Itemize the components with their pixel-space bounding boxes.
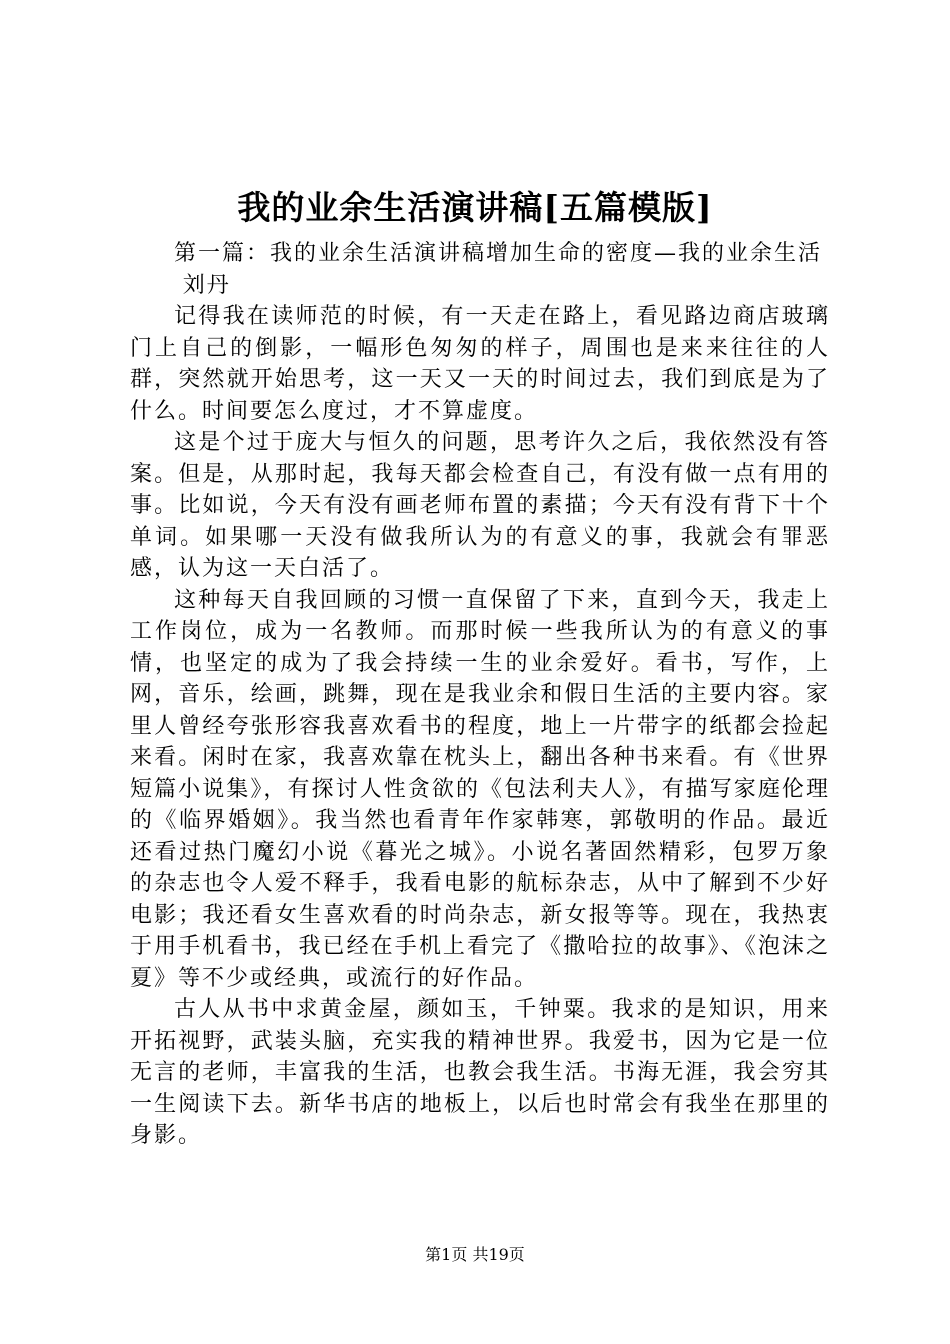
page-number-footer: 第1页 共19页 [425,1245,525,1264]
body-paragraph: 这种每天自我回顾的习惯一直保留了下来，直到今天，我走上工作岗位，成为一名教师。而那时候一些我所认为的有意义的事情，也坚定的成为了我会持续一生的业余爱好。看书，写作，上网，音乐，绘画，跳舞，现在是我业余和假日生活的主要内容。家里人曾经夸张形容我喜欢看书的程度，地上一片带字的纸都会捡起来看。闲时在家，我喜欢靠在枕头上，翻出各种书来看。有《世界短篇小说集》，有探讨人性贪欲的《包法利夫人》，有描写家庭伦理的《临界婚姻》。我当然也看青年作家韩寒，郭敬明的作品。最近还看过热门魔幻小说《暮光之城》。小说名著固然精彩，包罗万象的杂志也令人爱不释手，我看电影的航标杂志，从中了解到不少好电影；我还看女生喜欢看的时尚杂志，新女报等等。现在，我热衷于用手机看书，我已经在手机上看完了《撒哈拉的故事》、《泡沫之夏》等不少或经典，或流行的好作品。 [130,587,830,991]
body-paragraph: 记得我在读师范的时候，有一天走在路上，看见路边商店玻璃门上自己的倒影，一幅形色匆匆的样子，周围也是来来往往的人群，突然就开始思考，这一天又一天的时间过去，我们到底是为了什么。时间要怎么度过，才不算虚度。 [130,304,830,424]
author-name: 刘丹 [182,272,231,298]
document-title: 我的业余生活演讲稿[五篇模版] [237,188,713,227]
body-paragraph: 古人从书中求黄金屋，颜如玉，千钟粟。我求的是知识，用来开拓视野，武装头脑，充实我的精神世界。我爱书，因为它是一位无言的老师，丰富我的生活，也教会我生活。书海无涯，我会穷其一生阅读下去。新华书店的地板上，以后也时常会有我坐在那里的身影。 [130,997,830,1148]
section-heading: 第一篇：我的业余生活演讲稿增加生命的密度—我的业余生活 [174,241,823,266]
document-body [130,238,830,1152]
body-paragraph: 这是个过于庞大与恒久的问题，思考许久之后，我依然没有答案。但是，从那时起，我每天都会检查自己，有没有做一点有用的事。比如说，今天有没有画老师布置的素描；今天有没有背下十个单词。如果哪一天没有做我所认为的有意义的事，我就会有罪恶感，认为这一天白活了。 [130,430,830,581]
